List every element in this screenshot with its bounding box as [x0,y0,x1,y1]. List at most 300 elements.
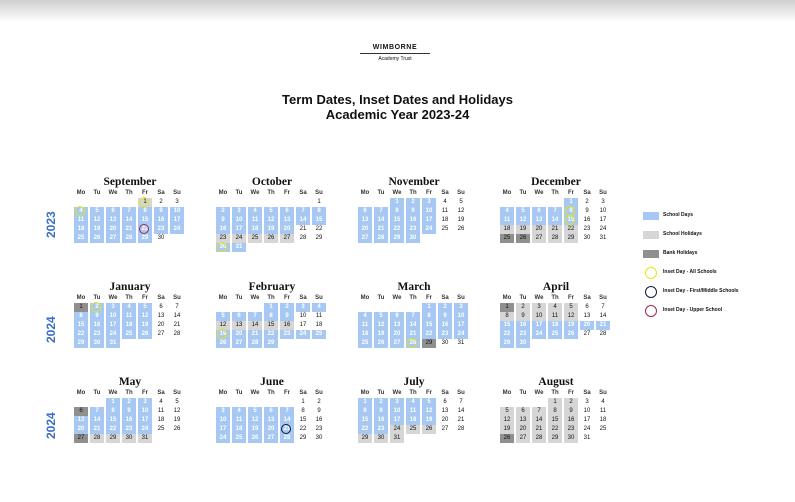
day-cell: 20 [264,425,278,434]
day-cell: 13 [74,416,88,425]
day-cell: 7 [548,207,562,216]
weekday-header: Tu [519,390,527,396]
day-cell: 8 [74,312,88,321]
day-cell: 27 [516,434,530,443]
day-cell: 29 [500,339,514,348]
weekday-header: Su [457,295,465,301]
day-cell: 2 [374,398,388,407]
weekday-header: Th [551,295,559,301]
day-cell: 17 [422,216,436,225]
day-cell: 11 [157,408,165,414]
day-cell: 8 [390,207,404,216]
weekday-header: Fr [568,295,574,301]
legend-circle-icon [645,267,657,279]
day-cell: 6 [585,304,589,310]
day-cell: 6 [390,312,404,321]
day-cell: 24 [138,425,152,434]
day-cell: 2 [585,199,589,205]
day-cell: 3 [232,207,246,216]
day-cell: 10 [390,407,404,416]
day-cell: 14 [248,321,262,330]
weekday-header: Tu [519,295,527,301]
month-december [500,176,612,252]
day-cell: 26 [564,330,578,339]
day-cell: 13 [583,313,591,319]
day-cell: 9 [406,207,420,216]
weekday-header-row [358,389,470,398]
month-august [500,376,612,452]
day-cell: 28 [406,339,420,348]
day-cell: 12 [264,216,278,225]
day-cell: 16 [564,416,578,425]
day-grid [358,198,470,252]
day-cell: 30 [315,435,323,441]
day-cell: 17 [299,322,307,328]
day-cell: 28 [280,434,294,443]
day-cell: 16 [280,321,294,330]
day-cell: 4 [443,199,447,205]
day-cell: 19 [264,225,278,234]
day-cell: 5 [564,303,578,312]
day-cell: 15 [548,416,562,425]
day-cell: 5 [138,303,152,312]
day-cell: 14 [173,313,181,319]
day-cell: 1 [564,198,578,207]
day-cell: 27 [74,434,88,443]
day-cell: 20 [157,322,165,328]
day-cell: 23 [280,330,294,339]
top-shadow-bar [0,0,795,22]
day-cell: 25 [248,234,262,243]
weekday-header: Sa [583,295,591,301]
weekday-header: We [534,295,544,301]
month-name: April [542,281,570,293]
day-cell: 8 [264,312,278,321]
day-cell: 9 [438,312,452,321]
day-cell: 2 [90,303,104,312]
day-cell: 5 [216,312,230,321]
weekday-header: Su [315,390,323,396]
weekday-header: Mo [502,390,512,396]
day-cell: 21 [548,225,562,234]
weekday-header: We [392,190,402,196]
weekday-header: Tu [93,190,101,196]
day-cell: 9 [122,407,136,416]
day-cell: 27 [441,426,449,432]
day-cell: 31 [599,235,607,241]
day-cell: 6 [74,407,88,416]
day-cell: 9 [516,312,530,321]
day-cell: 1 [301,399,305,405]
day-cell: 18 [500,225,514,234]
weekday-header: Mo [218,295,228,301]
weekday-header: Mo [218,390,228,396]
day-cell: 23 [438,330,452,339]
day-cell: 11 [441,208,449,214]
day-cell: 29 [264,339,278,348]
day-cell: 23 [406,225,420,234]
day-cell: 3 [601,199,605,205]
day-cell: 21 [457,417,465,423]
legend-label: School Days [663,212,694,218]
weekday-header: Fr [142,390,148,396]
day-cell: 15 [564,216,578,225]
day-cell: 8 [358,407,372,416]
day-cell: 23 [90,330,104,339]
day-cell: 11 [548,312,562,321]
day-cell: 30 [564,434,578,443]
day-cell: 3 [585,399,589,405]
day-cell: 21 [122,225,136,234]
weekday-header: Sa [441,190,449,196]
weekday-header-row [500,189,612,198]
day-cell: 13 [157,313,165,319]
day-cell: 27 [532,234,546,243]
day-cell: 14 [90,416,104,425]
month-june [216,376,328,452]
day-cell: 21 [90,425,104,434]
day-cell: 1 [548,398,562,407]
weekday-header-row [216,294,328,303]
weekday-header: Mo [76,390,86,396]
day-grid [216,398,328,452]
day-cell: 7 [406,312,420,321]
day-cell: 15 [422,321,436,330]
day-cell: 16 [216,225,230,234]
day-cell: 4 [601,399,605,405]
day-cell: 29 [548,434,562,443]
day-cell: 11 [248,216,262,225]
day-cell: 4 [248,207,262,216]
day-cell: 24 [106,330,120,339]
day-cell: 7 [296,207,310,216]
day-cell: 12 [216,321,230,330]
day-cell: 13 [106,216,120,225]
month-name: May [118,376,142,388]
day-cell: 23 [216,234,230,243]
day-cell: 16 [154,216,168,225]
day-cell: 25 [548,330,562,339]
day-cell: 16 [122,416,136,425]
day-cell: 15 [312,216,326,225]
weekday-header: Fr [426,295,432,301]
day-cell: 10 [599,208,607,214]
day-cell: 18 [232,425,246,434]
day-cell: 28 [248,339,262,348]
weekday-header: Th [551,190,559,196]
day-cell: 21 [374,225,388,234]
day-cell: 31 [457,340,465,346]
day-cell: 10 [106,312,120,321]
day-cell: 4 [500,207,514,216]
day-cell: 28 [173,331,181,337]
day-cell: 6 [280,207,294,216]
day-cell: 14 [457,408,465,414]
weekday-header: Su [599,190,607,196]
day-cell: 24 [232,234,246,243]
day-cell: 23 [154,225,168,234]
title-line-2: Academic Year 2023-24 [325,107,470,122]
day-cell: 19 [516,225,530,234]
weekday-header: We [250,295,260,301]
day-cell: 20 [280,225,294,234]
day-cell: 26 [138,330,152,339]
day-cell: 25 [500,234,514,243]
year-label-2023: 2023 [44,211,58,238]
day-cell: 6 [232,312,246,321]
day-cell: 16 [516,321,530,330]
day-cell: 15 [390,216,404,225]
day-cell: 22 [299,426,307,432]
day-cell: 28 [299,235,307,241]
weekday-header: Mo [502,295,512,301]
weekday-header: Fr [568,390,574,396]
day-cell: 22 [315,226,323,232]
month-october [216,176,328,252]
day-cell: 15 [299,417,307,423]
day-cell: 18 [74,225,88,234]
day-cell: 28 [457,426,465,432]
day-cell: 20 [532,225,546,234]
weekday-header: Tu [519,190,527,196]
day-cell: 22 [548,425,562,434]
day-cell: 20 [516,425,530,434]
day-cell: 16 [583,217,591,223]
org-subtitle: Academy Trust [378,56,412,62]
weekday-header: Sa [299,390,307,396]
day-cell: 8 [422,312,436,321]
weekday-header-row [500,294,612,303]
day-cell: 20 [441,417,449,423]
month-name: September [103,176,157,188]
day-cell: 2 [216,207,230,216]
day-cell: 26 [422,425,436,434]
day-cell: 18 [548,321,562,330]
weekday-header-row [74,389,186,398]
weekday-header: Su [173,390,181,396]
day-cell: 25 [122,330,136,339]
weekday-header: Mo [76,190,86,196]
weekday-header-row [216,389,328,398]
weekday-header: Th [551,390,559,396]
month-name: August [538,376,574,388]
day-cell: 21 [596,321,610,330]
day-grid [74,398,186,452]
day-cell: 21 [532,425,546,434]
day-cell: 1 [106,398,120,407]
day-cell: 17 [170,216,184,225]
day-cell: 17 [532,321,546,330]
day-grid [358,398,470,452]
month-name: June [260,376,284,388]
day-cell: 21 [280,425,294,434]
day-cell: 14 [122,216,136,225]
inset-day-marker [281,424,291,434]
day-cell: 15 [500,321,514,330]
day-cell: 1 [264,303,278,312]
day-cell: 11 [315,313,323,319]
day-cell: 5 [90,207,104,216]
day-cell: 27 [583,331,591,337]
day-cell: 30 [122,434,136,443]
day-cell: 30 [90,339,104,348]
weekday-header: Th [267,390,275,396]
day-cell: 3 [296,303,310,312]
day-cell: 11 [406,407,420,416]
weekday-header: Fr [284,190,290,196]
day-cell: 9 [280,312,294,321]
weekday-header: Sa [157,390,165,396]
weekday-header-row [74,294,186,303]
day-grid [358,303,470,357]
day-cell: 10 [216,416,230,425]
month-april [500,281,612,357]
day-cell: 19 [564,321,578,330]
day-cell: 11 [232,416,246,425]
day-grid [74,198,186,252]
month-july [358,376,470,452]
day-cell: 24 [170,225,184,234]
day-cell: 30 [216,243,230,252]
day-cell: 23 [374,425,388,434]
day-cell: 25 [157,426,165,432]
day-cell: 26 [248,434,262,443]
day-cell: 28 [532,434,546,443]
day-cell: 26 [90,234,104,243]
day-grid [500,198,612,252]
weekday-header: Sa [157,190,165,196]
weekday-header: Tu [93,295,101,301]
weekday-header: We [392,295,402,301]
weekday-header: Mo [76,295,86,301]
day-cell: 28 [374,234,388,243]
day-cell: 3 [138,398,152,407]
day-cell: 23 [564,425,578,434]
inset-day-marker [217,329,227,339]
weekday-header: Sa [583,190,591,196]
day-cell: 22 [138,225,152,234]
weekday-header: Sa [299,190,307,196]
inset-day-marker [407,338,417,348]
day-cell: 1 [500,303,514,312]
day-cell: 12 [138,312,152,321]
day-cell: 13 [358,216,372,225]
day-cell: 14 [296,216,310,225]
day-cell: 24 [296,330,310,339]
day-cell: 28 [90,434,104,443]
day-grid [74,303,186,357]
weekday-header: Th [409,390,417,396]
day-cell: 8 [312,207,326,216]
day-cell: 20 [74,425,88,434]
weekday-header: Fr [426,190,432,196]
day-cell: 20 [580,321,594,330]
day-cell: 11 [599,408,607,414]
weekday-header-row [74,189,186,198]
day-cell: 26 [457,226,465,232]
day-cell: 25 [232,434,246,443]
day-cell: 8 [564,207,578,216]
day-cell: 26 [173,426,181,432]
day-cell: 4 [548,303,562,312]
weekday-header: We [392,390,402,396]
day-grid [216,303,328,357]
day-cell: 29 [74,339,88,348]
day-cell: 24 [532,330,546,339]
day-cell: 1 [138,198,152,207]
day-cell: 12 [248,416,262,425]
weekday-header: Fr [142,190,148,196]
day-cell: 27 [106,234,120,243]
day-cell: 6 [532,207,546,216]
weekday-header: Su [173,295,181,301]
org-name: WIMBORNE [360,44,430,54]
day-cell: 12 [90,216,104,225]
weekday-header: Tu [377,295,385,301]
day-cell: 13 [232,321,246,330]
day-cell: 31 [232,243,246,252]
day-cell: 14 [280,416,294,425]
day-cell: 29 [138,234,152,243]
day-cell: 25 [599,426,607,432]
month-september [74,176,186,252]
day-cell: 10 [454,312,468,321]
month-may [74,376,186,452]
day-cell: 27 [232,339,246,348]
weekday-header: Sa [157,295,165,301]
day-cell: 1 [317,199,321,205]
day-cell: 21 [173,322,181,328]
day-cell: 16 [90,321,104,330]
day-cell: 20 [358,225,372,234]
day-cell: 30 [583,235,591,241]
month-name: December [531,176,581,188]
weekday-header-row [358,294,470,303]
day-cell: 3 [532,303,546,312]
day-cell: 6 [358,207,372,216]
weekday-header: Tu [235,390,243,396]
month-name: July [403,376,425,388]
legend-swatch [643,231,659,239]
day-cell: 20 [106,225,120,234]
day-cell: 4 [406,398,420,407]
day-cell: 8 [548,407,562,416]
day-cell: 28 [122,234,136,243]
weekday-header: Mo [360,190,370,196]
weekday-header: Fr [284,295,290,301]
inset-day-marker [91,302,101,312]
day-cell: 12 [173,408,181,414]
day-cell: 5 [459,199,463,205]
day-cell: 24 [422,225,436,234]
inset-day-marker [139,197,149,207]
weekday-header: Sa [441,295,449,301]
legend-circle-icon [645,286,657,298]
weekday-header: Th [125,190,133,196]
day-cell: 2 [280,303,294,312]
month-march [358,281,470,357]
day-cell: 8 [106,407,120,416]
day-cell: 27 [264,434,278,443]
day-cell: 26 [264,234,278,243]
weekday-header: Mo [360,295,370,301]
day-cell: 23 [583,226,591,232]
weekday-header: Sa [299,295,307,301]
legend-label: School Holidays [663,231,702,237]
weekday-header: Su [315,295,323,301]
day-cell: 24 [390,425,404,434]
day-cell: 15 [358,416,372,425]
